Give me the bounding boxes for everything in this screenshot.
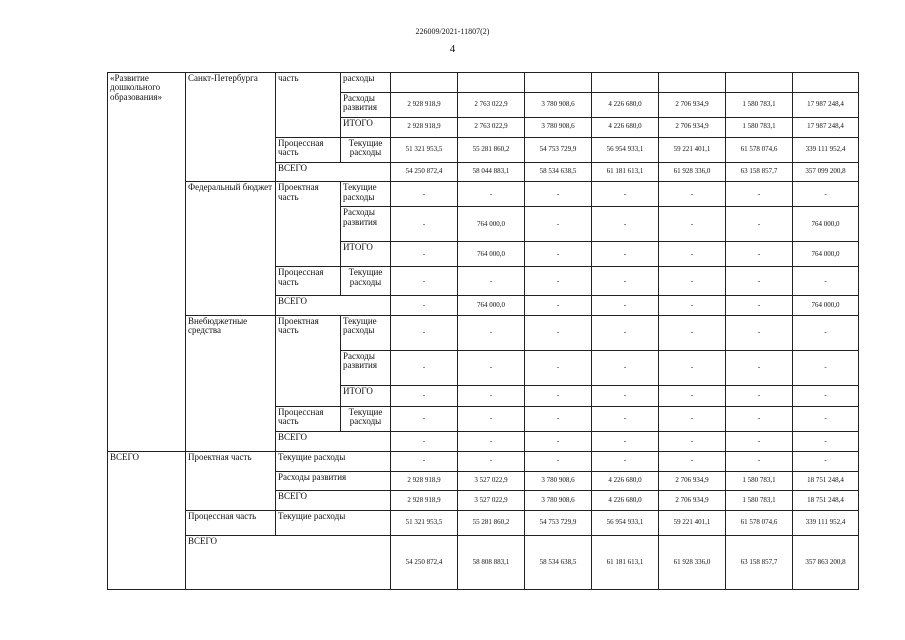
source-federal: Федеральный бюджет — [186, 182, 276, 316]
extra-itogo-value-7: - — [793, 386, 859, 407]
spb-total-value-3: 58 534 638,5 — [525, 162, 592, 182]
grand-process-label: Процессная часть — [186, 511, 276, 536]
grand-current-value-7: - — [793, 451, 859, 471]
federal-dev-label: Расходы развития — [341, 207, 391, 242]
grand-process-value-5: 59 221 401,1 — [659, 511, 726, 536]
spb-process-label: Процессная часть — [276, 137, 341, 162]
spb-process-value-2: 55 281 860,2 — [458, 137, 525, 162]
extra-process-value-1: - — [391, 407, 458, 432]
grand-dev-value-1: 2 928 918,9 — [391, 471, 458, 491]
spb-itogo-value-4: 4 226 680,0 — [592, 117, 659, 137]
grand-dev-value-6: 1 580 783,1 — [726, 471, 793, 491]
grand-total_sub-value-2: 3 527 022,9 — [458, 491, 525, 511]
extra-dev-value-7: - — [793, 351, 859, 386]
extra-itogo-value-6: - — [726, 386, 793, 407]
federal-process-value-2: - — [458, 267, 525, 296]
spb-dev-value-1: 2 928 918,9 — [391, 92, 458, 117]
extra-dev-label: Расходы развития — [341, 351, 391, 386]
federal-itogo-value-4: - — [592, 242, 659, 267]
grand-process-value-1: 51 321 953,5 — [391, 511, 458, 536]
federal-dev-value-7: 764 000,0 — [793, 207, 859, 242]
extra-itogo-value-5: - — [659, 386, 726, 407]
spb-total-value-7: 357 099 200,8 — [793, 162, 859, 182]
extra-itogo-label: ИТОГО — [341, 386, 391, 407]
grand-total_sub-value-5: 2 706 934,9 — [659, 491, 726, 511]
federal-process-value-3: - — [525, 267, 592, 296]
grand-dev-value-7: 18 751 248,4 — [793, 471, 859, 491]
federal-current-value-7: - — [793, 182, 859, 207]
spb-project-part: часть — [276, 73, 341, 138]
extra-itogo-value-1: - — [391, 386, 458, 407]
grand-dev-value-5: 2 706 934,9 — [659, 471, 726, 491]
federal-itogo-value-2: 764 000,0 — [458, 242, 525, 267]
extra-process-value-5: - — [659, 407, 726, 432]
extra-current-value-3: - — [525, 316, 592, 351]
extra-itogo-value-2: - — [458, 386, 525, 407]
spb-expenses-label: расходы — [341, 73, 391, 93]
page-number: 4 — [449, 43, 456, 55]
spb-total-value-2: 58 044 883,1 — [458, 162, 525, 182]
extra-current-value-7: - — [793, 316, 859, 351]
grand-all-value-7: 357 863 200,8 — [793, 536, 859, 590]
federal-process-label: Процессная часть — [276, 267, 341, 296]
spb-itogo-value-5: 2 706 934,9 — [659, 117, 726, 137]
grand-dev-value-4: 4 226 680,0 — [592, 471, 659, 491]
grand-dev-label: Расходы развития — [276, 471, 391, 491]
program-name-cell: «Развитие дошкольного образования» — [108, 73, 186, 452]
spb-total-value-1: 54 250 872,4 — [391, 162, 458, 182]
spb-process-value-4: 56 954 933,1 — [592, 137, 659, 162]
extra-itogo-value-3: - — [525, 386, 592, 407]
grand-current-value-2: - — [458, 451, 525, 471]
extra-current-label-2: Текущие расходы — [341, 407, 391, 432]
spb-total-value-6: 63 158 857,7 — [726, 162, 793, 182]
grand-current-value-6: - — [726, 451, 793, 471]
extra-process-value-4: - — [592, 407, 659, 432]
spb-dev-value-5: 2 706 934,9 — [659, 92, 726, 117]
federal-current-value-6: - — [726, 182, 793, 207]
extra-dev-value-4: - — [592, 351, 659, 386]
federal-total-value-2: 764 000,0 — [458, 296, 525, 316]
extra-itogo-value-4: - — [592, 386, 659, 407]
federal-current-value-3: - — [525, 182, 592, 207]
budget-table — [107, 72, 859, 590]
federal-total-value-1: - — [391, 296, 458, 316]
extra-current-value-5: - — [659, 316, 726, 351]
spb-total-value-5: 61 928 336,0 — [659, 162, 726, 182]
federal-current-value-2: - — [458, 182, 525, 207]
federal-current-label: Текущие расходы — [341, 182, 391, 207]
spb-itogo-label: ИТОГО — [341, 117, 391, 137]
federal-current-value-5: - — [659, 182, 726, 207]
extra-total-value-7: - — [793, 432, 859, 452]
spb-dev-value-2: 2 763 022,9 — [458, 92, 525, 117]
federal-process-value-1: - — [391, 267, 458, 296]
spb-dev-value-4: 4 226 680,0 — [592, 92, 659, 117]
federal-dev-value-4: - — [592, 207, 659, 242]
grand-process-value-2: 55 281 860,2 — [458, 511, 525, 536]
extra-process-value-6: - — [726, 407, 793, 432]
extra-total-value-6: - — [726, 432, 793, 452]
spb-process-value-3: 54 753 729,9 — [525, 137, 592, 162]
extra-dev-value-1: - — [391, 351, 458, 386]
extra-current-value-2: - — [458, 316, 525, 351]
spb-itogo-value-1: 2 928 918,9 — [391, 117, 458, 137]
extra-current-label: Текущие расходы — [341, 316, 391, 351]
extra-process-value-3: - — [525, 407, 592, 432]
extra-total-value-1: - — [391, 432, 458, 452]
grand-process-value-7: 339 111 952,4 — [793, 511, 859, 536]
federal-dev-value-2: 764 000,0 — [458, 207, 525, 242]
grand-dev-value-2: 3 527 022,9 — [458, 471, 525, 491]
grand-current-label: Текущие расходы — [276, 451, 391, 471]
federal-current-value-1: - — [391, 182, 458, 207]
spb-dev-label: Расходы развития — [341, 92, 391, 117]
federal-dev-value-6: - — [726, 207, 793, 242]
federal-dev-value-5: - — [659, 207, 726, 242]
extra-project-part: Проектная часть — [276, 316, 341, 407]
extra-total-value-3: - — [525, 432, 592, 452]
federal-total-value-5: - — [659, 296, 726, 316]
federal-total-value-6: - — [726, 296, 793, 316]
extra-current-value-6: - — [726, 316, 793, 351]
federal-current-value-4: - — [592, 182, 659, 207]
federal-dev-value-1: - — [391, 207, 458, 242]
spb-itogo-value-2: 2 763 022,9 — [458, 117, 525, 137]
grand-process-value-6: 61 578 074,6 — [726, 511, 793, 536]
extra-total-value-5: - — [659, 432, 726, 452]
grand-current-value-5: - — [659, 451, 726, 471]
spb-itogo-value-7: 17 987 248,4 — [793, 117, 859, 137]
spb-total-label: ВСЕГО — [276, 162, 391, 182]
spb-dev-value-6: 1 580 783,1 — [726, 92, 793, 117]
federal-total-label: ВСЕГО — [276, 296, 391, 316]
extra-total-label: ВСЕГО — [276, 432, 391, 452]
grand-process-value-3: 54 753 729,9 — [525, 511, 592, 536]
grand-all-value-4: 61 181 613,1 — [592, 536, 659, 590]
federal-total-value-7: 764 000,0 — [793, 296, 859, 316]
extra-dev-value-3: - — [525, 351, 592, 386]
document-number: 226009/2021-11807(2) — [415, 27, 490, 36]
extra-current-value-4: - — [592, 316, 659, 351]
federal-process-value-4: - — [592, 267, 659, 296]
spb-process-value-1: 51 321 953,5 — [391, 137, 458, 162]
grand-all-value-5: 61 928 336,0 — [659, 536, 726, 590]
grand-all-value-1: 54 250 872,4 — [391, 536, 458, 590]
extra-total-value-4: - — [592, 432, 659, 452]
spb-itogo-value-6: 1 580 783,1 — [726, 117, 793, 137]
spb-total-value-4: 61 181 613,1 — [592, 162, 659, 182]
federal-dev-value-3: - — [525, 207, 592, 242]
federal-process-value-6: - — [726, 267, 793, 296]
federal-process-value-5: - — [659, 267, 726, 296]
federal-itogo-value-7: 764 000,0 — [793, 242, 859, 267]
spb-current-label: Текущие расходы — [341, 137, 391, 162]
spb-dev-value-7: 17 987 248,4 — [793, 92, 859, 117]
spb-itogo-value-3: 3 780 908,6 — [525, 117, 592, 137]
extra-current-value-1: - — [391, 316, 458, 351]
grand-process-current-label: Текущие расходы — [276, 511, 391, 536]
extra-dev-value-2: - — [458, 351, 525, 386]
grand-process-value-4: 56 954 933,1 — [592, 511, 659, 536]
grand-project-part: Проектная часть — [186, 451, 276, 510]
federal-current-label-2: Текущие расходы — [341, 267, 391, 296]
federal-itogo-value-1: - — [391, 242, 458, 267]
spb-dev-value-3: 3 780 908,6 — [525, 92, 592, 117]
extra-process-value-7: - — [793, 407, 859, 432]
grand-current-value-4: - — [592, 451, 659, 471]
grand-total_sub-value-4: 4 226 680,0 — [592, 491, 659, 511]
grand-total_sub-value-1: 2 928 918,9 — [391, 491, 458, 511]
grand-total_sub-value-3: 3 780 908,6 — [525, 491, 592, 511]
grand-total-label: ВСЕГО — [108, 451, 186, 589]
grand-all-label: ВСЕГО — [186, 536, 391, 590]
grand-all-value-2: 58 808 883,1 — [458, 536, 525, 590]
extra-process-value-2: - — [458, 407, 525, 432]
federal-itogo-value-6: - — [726, 242, 793, 267]
federal-itogo-value-3: - — [525, 242, 592, 267]
source-extra: Внебюджетные средства — [186, 316, 276, 452]
spb-process-value-7: 339 111 952,4 — [793, 137, 859, 162]
spb-process-value-5: 59 221 401,1 — [659, 137, 726, 162]
extra-dev-value-5: - — [659, 351, 726, 386]
federal-total-value-4: - — [592, 296, 659, 316]
grand-total_sub-value-6: 1 580 783,1 — [726, 491, 793, 511]
grand-all-value-3: 58 534 638,5 — [525, 536, 592, 590]
extra-total-value-2: - — [458, 432, 525, 452]
federal-itogo-value-5: - — [659, 242, 726, 267]
source-spb: Санкт-Петербурга — [186, 73, 276, 182]
federal-process-value-7: - — [793, 267, 859, 296]
grand-total_sub-value-7: 18 751 248,4 — [793, 491, 859, 511]
federal-total-value-3: - — [525, 296, 592, 316]
spb-process-value-6: 61 578 074,6 — [726, 137, 793, 162]
federal-project-part: Проектная часть — [276, 182, 341, 267]
extra-process-label: Процессная часть — [276, 407, 341, 432]
federal-itogo-label: ИТОГО — [341, 242, 391, 267]
grand-dev-value-3: 3 780 908,6 — [525, 471, 592, 491]
grand-current-value-3: - — [525, 451, 592, 471]
grand-all-value-6: 63 158 857,7 — [726, 536, 793, 590]
grand-current-value-1: - — [391, 451, 458, 471]
grand-sub-total-label: ВСЕГО — [276, 491, 391, 511]
extra-dev-value-6: - — [726, 351, 793, 386]
